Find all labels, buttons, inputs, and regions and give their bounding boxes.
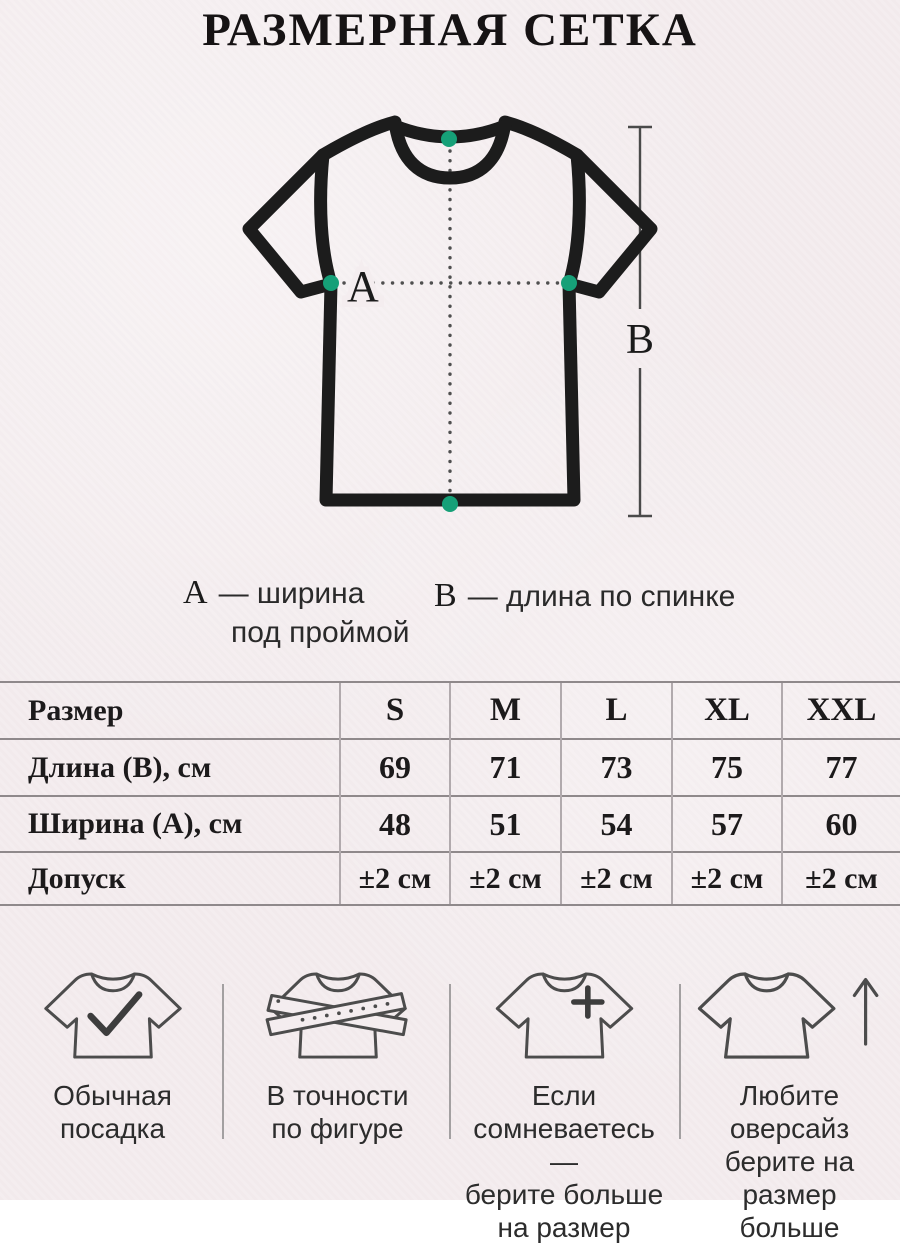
fit-guide-divider <box>449 984 451 1139</box>
arrow-up-icon <box>854 980 876 1044</box>
row-label: Длина (В), см <box>0 739 340 796</box>
fit-caption <box>266 1079 408 1145</box>
table-header-xl: XL <box>672 682 782 739</box>
table-row-length <box>0 739 900 796</box>
legend-a-text2: под проймой <box>231 616 410 649</box>
diagram-label-a: А <box>347 262 379 311</box>
table-header-l: L <box>561 682 672 739</box>
cell-value: ±2 см <box>672 852 782 905</box>
cell-value: ±2 см <box>340 852 450 905</box>
table-row-tolerance <box>0 852 900 905</box>
fit-guide-size-up <box>458 960 670 1244</box>
row-label: Ширина (А), см <box>0 796 340 852</box>
caption-line: берите больше <box>464 1179 664 1210</box>
tshirt-check-icon <box>38 960 188 1072</box>
fit-guide-divider <box>679 984 681 1139</box>
fit-guide-exact <box>235 960 440 1145</box>
row-label: Допуск <box>0 852 340 905</box>
cell-value: 60 <box>782 796 900 852</box>
fit-caption <box>458 1079 670 1244</box>
caption-line: В точности <box>266 1080 409 1111</box>
legend-a-text: — ширина <box>218 577 365 610</box>
tshirt-plus-icon <box>487 960 642 1072</box>
legend-a <box>183 575 410 650</box>
size-table-header-row <box>0 682 900 739</box>
tshirt-arrow-icon <box>692 960 888 1072</box>
legend-b-text: — длина по спинке <box>467 580 736 613</box>
page-title: РАЗМЕРНАЯ СЕТКА <box>202 4 698 56</box>
cell-value: ±2 см <box>782 852 900 905</box>
cell-value: 54 <box>561 796 672 852</box>
caption-line: Если сомневаетесь — <box>473 1080 655 1177</box>
caption-line: Любите оверсайз <box>729 1080 850 1144</box>
caption-line: больше <box>739 1212 840 1243</box>
caption-line: Обычная <box>53 1080 172 1111</box>
caption-line: на размер <box>497 1212 631 1243</box>
cell-value: 75 <box>672 739 782 796</box>
fit-guide-oversize <box>682 960 897 1244</box>
caption-line: берите на размер <box>724 1146 855 1210</box>
cell-value: ±2 см <box>450 852 561 905</box>
table-header-m: M <box>450 682 561 739</box>
cell-value: 48 <box>340 796 450 852</box>
diagram-label-b: В <box>625 317 655 363</box>
caption-line: по фигуре <box>271 1113 404 1144</box>
legend-b <box>434 578 735 614</box>
dotted-guide-lines <box>344 151 558 498</box>
fit-guide-regular <box>15 960 210 1145</box>
table-header-xxl: XXL <box>782 682 900 739</box>
cell-value: 69 <box>340 739 450 796</box>
size-table <box>0 681 900 906</box>
cell-value: 77 <box>782 739 900 796</box>
legend-b-letter: В <box>434 577 457 614</box>
table-header-s: S <box>340 682 450 739</box>
table-header-size: Размер <box>0 682 340 739</box>
legend-a-letter: А <box>183 574 208 611</box>
fit-guide-divider <box>222 984 224 1139</box>
table-row-width <box>0 796 900 852</box>
fit-caption <box>53 1079 172 1145</box>
tshirt-tape-icon <box>263 960 413 1072</box>
fit-caption <box>682 1079 897 1244</box>
caption-line: посадка <box>59 1113 166 1144</box>
cell-value: 57 <box>672 796 782 852</box>
cell-value: 73 <box>561 739 672 796</box>
cell-value: 51 <box>450 796 561 852</box>
cell-value: 71 <box>450 739 561 796</box>
cell-value: ±2 см <box>561 852 672 905</box>
